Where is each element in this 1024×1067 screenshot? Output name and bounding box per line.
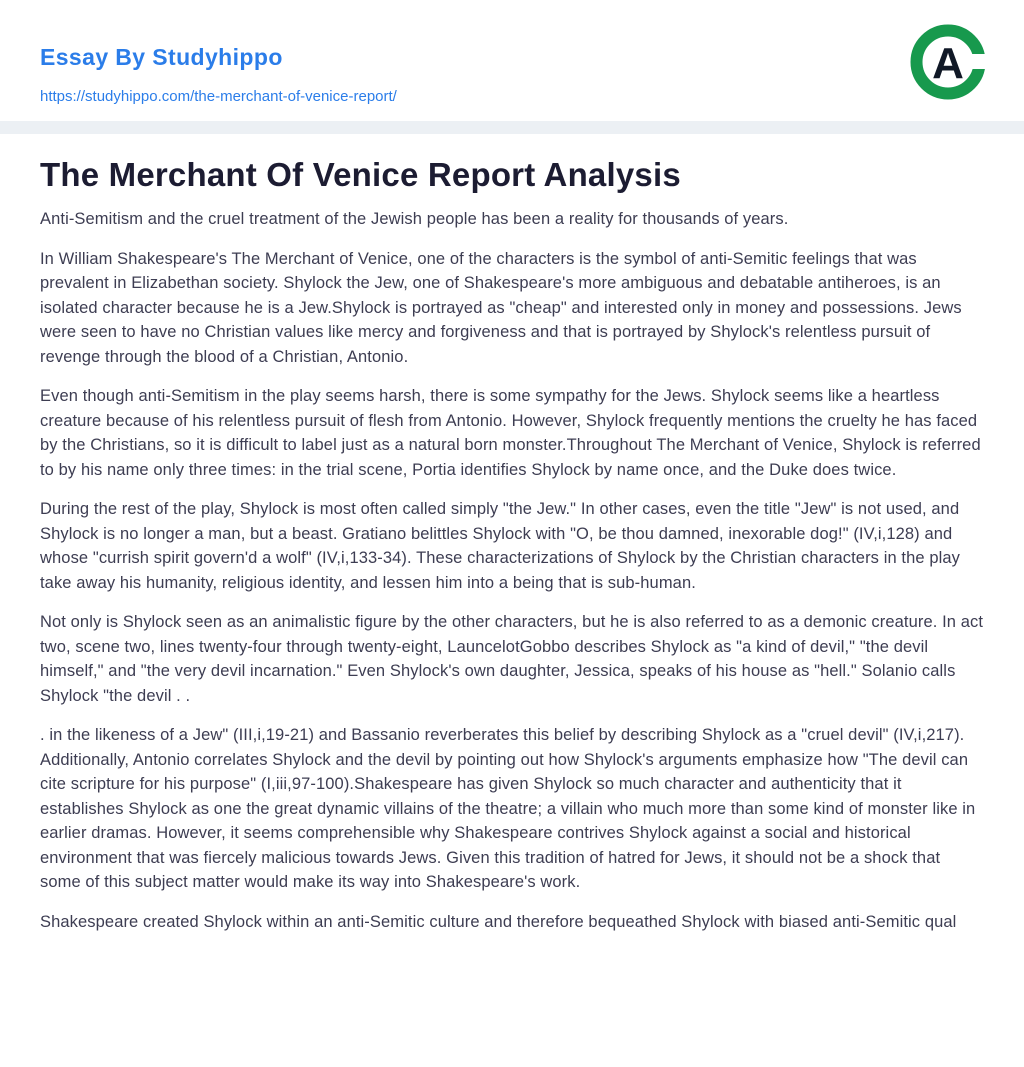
article — [0, 134, 1024, 934]
studyhippo-logo-icon — [910, 24, 986, 100]
site-title-link[interactable]: Essay By Studyhippo — [40, 44, 283, 70]
article-paragraph: Even though anti-Semitism in the play seems harsh, there is some sympathy for the Jews. Shylock seems like a heartless creature because of his relentless pursuit of flesh from Antonio. However, Shylock frequently mentions the cruelty he has faced by the Christians, so it is difficult to label just as a natural born monster.Throughout The Merchant of Venice, Shylock is referred to by his name only three times: in the trial scene, Portia identifies Shylock by name once, and the Duke does twice. — [40, 387, 981, 479]
article-paragraph: Anti-Semitism and the cruel treatment of the Jewish people has been a reality for thousands of years. — [40, 210, 789, 229]
page-url-link[interactable]: https://studyhippo.com/the-merchant-of-venice-report/ — [40, 88, 397, 105]
header-divider — [0, 121, 1024, 134]
studyhippo-logo[interactable] — [910, 24, 986, 100]
article-paragraph: Shakespeare created Shylock within an anti-Semitic culture and therefore bequeathed Shylock with biased anti-Semitic qual — [40, 912, 957, 931]
article-paragraph: Not only is Shylock seen as an animalistic figure by the other characters, but he is also referred to as a demonic creature. In act two, scene two, lines twenty-four through twenty-eight, LauncelotGobbo describes Shylock as "a kind of devil," "the devil himself," and "the very devil incarnation." Even Shylock's own daughter, Jessica, speaks of his house as "hell." Solanio calls Shylock "the devil . . — [40, 613, 984, 705]
article-paragraph: In William Shakespeare's The Merchant of Venice, one of the characters is the symbol of anti-Semitic feelings that was prevalent in Elizabethan society. Shylock the Jew, one of Shakespeare's more ambiguous and debatable antiheroes, is an isolated character because he is a Jew.Shylock is portrayed as "cheap" and interested only in money and possessions. Jews were seen to have no Christian values like mercy and forgiveness and that is portrayed by Shylock's relentless pursuit of revenge through the blood of a Christian, Antonio. — [40, 249, 962, 366]
article-title: The Merchant Of Venice Report Analysis — [40, 156, 681, 193]
article-paragraph: . in the likeness of a Jew" (III,i,19-21) and Bassanio reverberates this belief by describing Shylock as a "cruel devil" (IV,i,217). Additionally, Antonio correlates Shylock and the devil by pointing out how Shylock's arguments emphasize how "The devil can cite scripture for his purpose" (I,iii,97-100).Shakespeare has given Shylock so much character and authenticity that it establishes Shylock as one the great dynamic villains of the theatre; a villain who much more than some kind of monster like in earlier dramas. However, it seems comprehensible why Shakespeare contrives Shylock against a social and historical environment that was fiercely malicious towards Jews. Given this tradition of hatred for Jews, it should not be a shock that some of this subject matter would make its way into Shakespeare's work. — [40, 726, 976, 892]
page-header — [0, 0, 1024, 121]
article-paragraph: During the rest of the play, Shylock is most often called simply "the Jew." In other cases, even the title "Jew" is not used, and Shylock is no longer a man, but a beast. Gratiano belittles Shylock with "O, be thou damned, inexorable dog!" (IV,i,128) and whose "currish spirit govern'd a wolf" (IV,i,133-34). These characterizations of Shylock by the Christian characters in the play take away his humanity, religious identity, and lessen him into a being that is sub-human. — [40, 500, 961, 592]
logo-letter: A — [932, 39, 964, 88]
